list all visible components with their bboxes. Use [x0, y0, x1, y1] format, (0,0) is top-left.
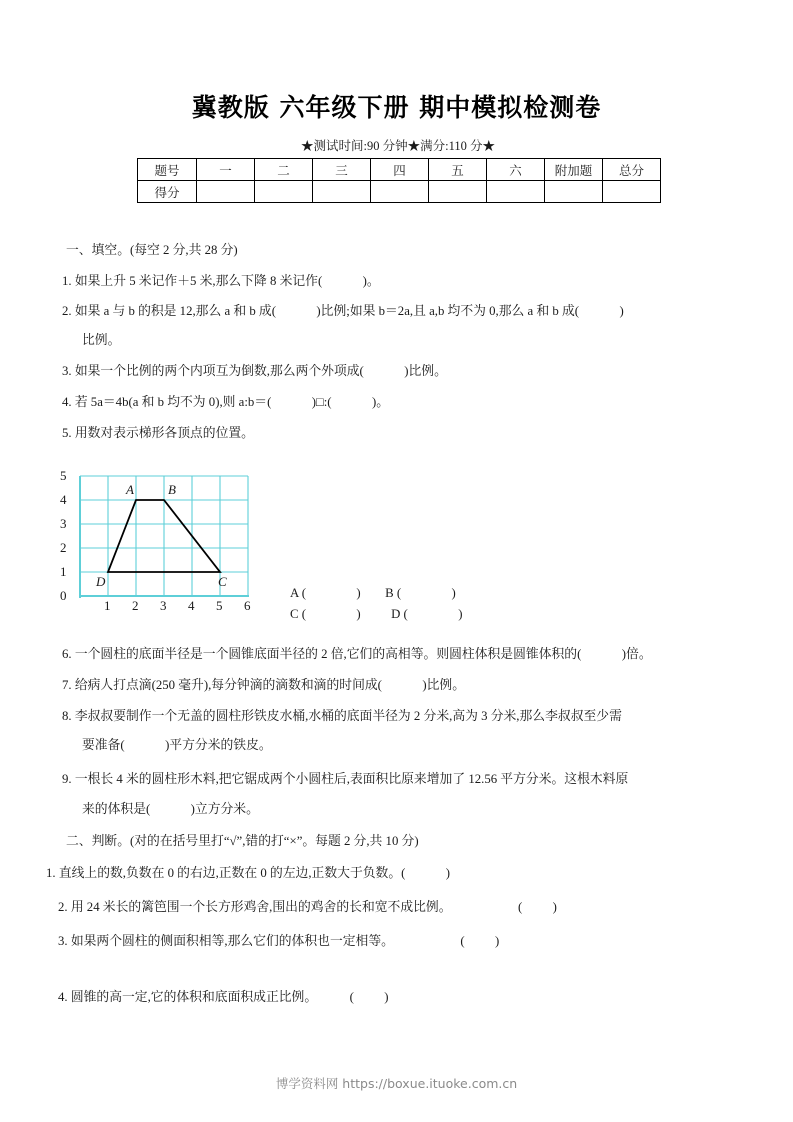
tf-question-2-bracket-open: (	[517, 900, 523, 914]
question-5-number: 5.	[62, 426, 72, 440]
question-3-text-end: )比例。	[404, 364, 447, 378]
col-header-6: 六	[487, 159, 545, 181]
tf-question-1-close: )	[445, 866, 451, 880]
question-9-text-line1: 一根长 4 米的圆柱形木料,把它锯成两个小圆柱后,表面积比原来增加了 12.56 平方分米。这根木料原	[74, 772, 629, 786]
answer-a-close: )	[356, 586, 361, 600]
table-row-header	[138, 159, 661, 181]
col-header-bonus: 附加题	[545, 159, 603, 181]
vertex-label-c: C	[218, 574, 227, 589]
question-9-text-b: )立方分米。	[190, 802, 259, 816]
question-8-text-a: 要准备(	[82, 738, 125, 752]
tf-question-4-close: )	[384, 990, 389, 1004]
question-8-text-line1: 李叔叔要制作一个无盖的圆柱形铁皮水桶,水桶的底面半径为 2 分米,高为 3 分米,那么李叔叔至少需	[74, 709, 622, 723]
tf-question-4-text: 圆锥的高一定,它的体积和底面积成正比例。	[70, 990, 318, 1004]
vertex-label-d: D	[96, 574, 106, 589]
footer-watermark: 博学资料网 https://boxue.ituoke.com.cn	[275, 1076, 518, 1091]
col-header-2: 二	[255, 159, 313, 181]
score-cell-4[interactable]	[371, 181, 429, 203]
vertex-label-a: A	[126, 482, 134, 497]
question-2-text-c: )	[619, 304, 624, 318]
answer-b-close: )	[451, 586, 456, 600]
question-3	[62, 362, 447, 381]
tf-question-4	[58, 988, 389, 1007]
answer-c-label: C (	[290, 607, 306, 621]
question-6-text-end: )倍。	[621, 647, 652, 661]
coordinate-grid-svg	[58, 458, 258, 608]
tf-question-1-text: 直线上的数,负数在 0 的右边,正数在 0 的左边,正数大于负数。(	[58, 866, 406, 880]
tf-question-2-text: 用 24 米长的篱笆围一个长方形鸡舍,围出的鸡舍的长和宽不成比例。	[70, 900, 452, 914]
question-2-text-a: 如果 a 与 b 的积是 12,那么 a 和 b 成(	[74, 304, 276, 318]
answer-d-close: )	[458, 607, 463, 621]
question-8-line2	[82, 736, 272, 755]
question-7-text-end: )比例。	[422, 678, 465, 692]
question-4-text-c: )。	[371, 395, 390, 409]
answer-c-close: )	[356, 607, 361, 621]
question-5	[62, 424, 254, 443]
question-9	[62, 770, 628, 789]
col-header-5: 五	[429, 159, 487, 181]
y-tick-1: 1	[60, 564, 67, 579]
answer-b-label: B (	[385, 586, 402, 600]
tf-question-4-number: 4.	[58, 990, 68, 1004]
figure-answers-row-1	[290, 586, 456, 601]
answer-a-label: A (	[290, 586, 306, 600]
score-cell-6[interactable]	[487, 181, 545, 203]
question-9-text-a: 来的体积是(	[82, 802, 151, 816]
score-cell-3[interactable]	[313, 181, 371, 203]
question-2-text-line2: 比例。	[82, 333, 121, 347]
question-5-text: 用数对表示梯形各顶点的位置。	[74, 426, 254, 440]
exam-meta	[136, 136, 660, 154]
tf-question-3	[58, 932, 499, 951]
question-3-number: 3.	[62, 364, 72, 378]
x-tick-6: 6	[244, 598, 251, 613]
question-7-text: 给病人打点滴(250 毫升),每分钟滴的滴数和滴的时间成(	[74, 678, 382, 692]
tf-question-1-number: 1.	[46, 866, 56, 880]
x-tick-2: 2	[132, 598, 139, 613]
score-cell-5[interactable]	[429, 181, 487, 203]
y-tick-4: 4	[60, 492, 67, 507]
tf-question-3-close: )	[495, 934, 500, 948]
row-label-question-no: 题号	[138, 159, 197, 181]
y-tick-5: 5	[60, 468, 67, 483]
question-6-text: 一个圆柱的底面半径是一个圆锥底面半径的 2 倍,它们的高相等。则圆柱体积是圆锥体积的(	[74, 647, 582, 661]
trapezoid-coordinate-figure	[58, 458, 258, 613]
question-2-text-b: )比例;如果 b＝2a,且 a,b 均不为 0,那么 a 和 b 成(	[316, 304, 580, 318]
tf-question-2	[58, 898, 557, 917]
question-8-number: 8.	[62, 709, 72, 723]
question-4-text-b: )□:(	[311, 395, 332, 409]
section-heading-fill-in-blanks: 一、填空。(每空 2 分,共 28 分)	[66, 243, 238, 257]
x-tick-4: 4	[188, 598, 195, 613]
score-cell-bonus[interactable]	[545, 181, 603, 203]
y-tick-2: 2	[60, 540, 67, 555]
x-tick-3: 3	[160, 598, 167, 613]
vertex-label-b: B	[168, 482, 176, 497]
page-title: 冀教版 六年级下册 期中模拟检测卷	[191, 93, 602, 122]
x-tick-1: 1	[104, 598, 111, 613]
col-header-4: 四	[371, 159, 429, 181]
answer-d-label: D (	[391, 607, 408, 621]
question-2-line2	[82, 331, 120, 350]
question-6-number: 6.	[62, 647, 72, 661]
question-7-number: 7.	[62, 678, 72, 692]
x-tick-5: 5	[216, 598, 223, 613]
row-label-score: 得分	[138, 181, 197, 203]
question-4	[62, 393, 389, 412]
question-9-line2	[82, 800, 259, 819]
question-1	[62, 272, 380, 291]
y-tick-3: 3	[60, 516, 67, 531]
score-cell-total[interactable]	[603, 181, 661, 203]
score-cell-2[interactable]	[255, 181, 313, 203]
col-header-1: 一	[197, 159, 255, 181]
question-1-text-end: )。	[362, 274, 380, 288]
tf-question-2-close: )	[552, 900, 557, 914]
y-tick-0: 0	[60, 588, 67, 603]
score-table	[137, 158, 661, 203]
tf-question-1	[46, 864, 450, 883]
tf-question-3-bracket-open: (	[460, 934, 465, 948]
section-heading-true-false: 二、判断。(对的在括号里打“√”,错的打“×”。每题 2 分,共 10 分)	[66, 834, 419, 848]
question-4-text-a: 若 5a＝4b(a 和 b 均不为 0),则 a:b＝(	[74, 395, 272, 409]
figure-answers-row-2	[290, 607, 462, 622]
col-header-total: 总分	[603, 159, 661, 181]
question-3-text: 如果一个比例的两个内项互为倒数,那么两个外项成(	[74, 364, 364, 378]
question-4-number: 4.	[62, 395, 72, 409]
tf-question-3-text: 如果两个圆柱的侧面积相等,那么它们的体积也一定相等。	[70, 934, 394, 948]
question-7	[62, 676, 465, 695]
question-2	[62, 302, 624, 321]
exam-meta-text: ★测试时间:90 分钟★满分:110 分★	[297, 139, 499, 153]
tf-question-2-number: 2.	[58, 900, 68, 914]
question-8	[62, 707, 622, 726]
question-1-number: 1.	[62, 274, 72, 288]
tf-question-3-number: 3.	[58, 934, 68, 948]
subtitle-row	[136, 136, 660, 156]
question-6	[62, 645, 652, 664]
question-9-number: 9.	[62, 772, 72, 786]
question-2-number: 2.	[62, 304, 72, 318]
question-8-text-b: )平方分米的铁皮。	[165, 738, 272, 752]
score-cell-1[interactable]	[197, 181, 255, 203]
table-row-score	[138, 181, 661, 203]
question-1-text: 如果上升 5 米记作＋5 米,那么下降 8 米记作(	[74, 274, 323, 288]
col-header-3: 三	[313, 159, 371, 181]
tf-question-4-bracket-open: (	[349, 990, 354, 1004]
